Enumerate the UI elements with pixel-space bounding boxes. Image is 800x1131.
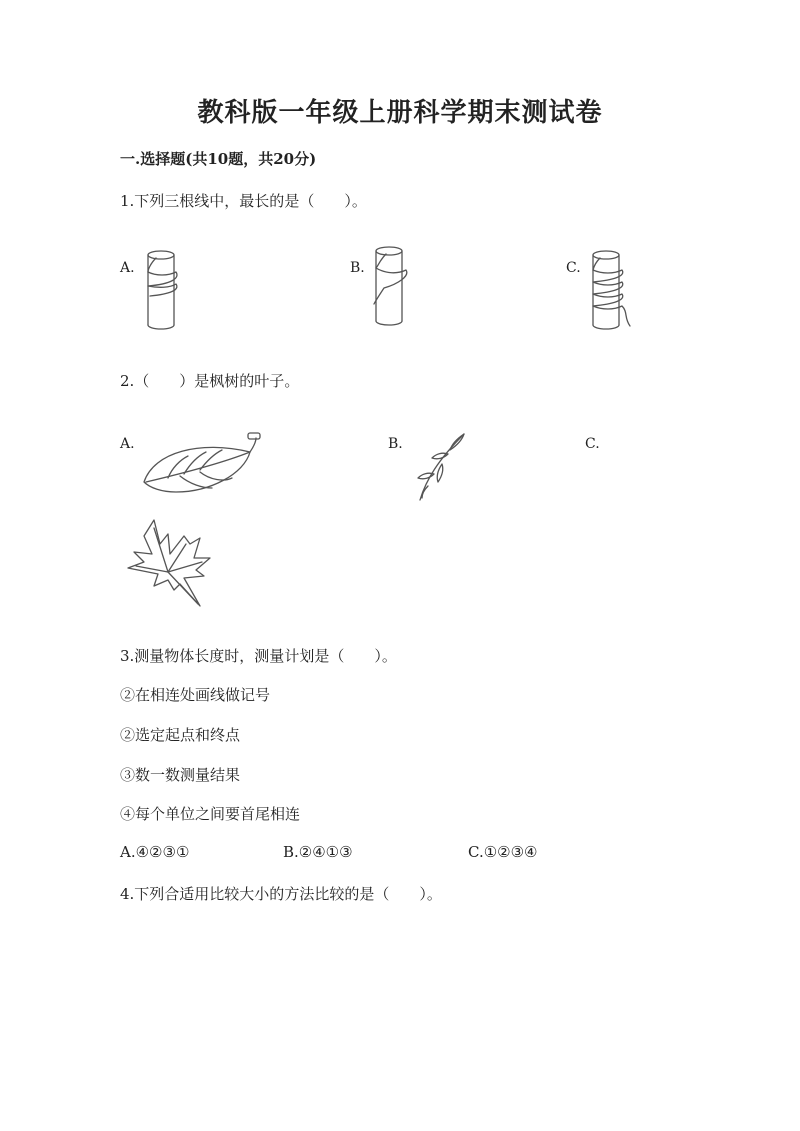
q1-option-b-label: B. — [350, 260, 365, 276]
q3-option-c: C.①②③④ — [468, 843, 538, 861]
rod-wrapped-4-turns-icon — [584, 248, 644, 333]
rod-wrapped-2-turns-icon — [136, 248, 186, 333]
q3-step-2: ②选定起点和终点 — [120, 726, 241, 744]
q2-option-c-label: C. — [585, 436, 600, 452]
q1-option-a-label: A. — [120, 260, 135, 276]
page-title: 教科版一年级上册科学期末测试卷 — [197, 98, 603, 128]
q3-option-b: B.②④①③ — [283, 843, 353, 861]
oval-leaf-icon — [140, 430, 270, 500]
willow-sprig-icon — [408, 430, 478, 505]
question-3-text: 3.测量物体长度时，测量计划是（ ）。 — [120, 647, 397, 665]
question-2-text: 2.（ ）是枫树的叶子。 — [120, 372, 300, 390]
q3-step-1: ②在相连处画线做记号 — [120, 686, 271, 704]
q3-step-3: ③数一数测量结果 — [120, 766, 241, 784]
q1-option-c-label: C. — [566, 260, 581, 276]
q2-option-b-label: B. — [388, 436, 403, 452]
maple-leaf-icon — [124, 514, 224, 612]
section-heading: 一.选择题(共10题，共20分) — [120, 150, 317, 168]
question-4-text: 4.下列合适用比较大小的方法比较的是（ ）。 — [120, 885, 442, 903]
q3-option-a: A.④②③① — [120, 843, 190, 861]
q2-option-a-label: A. — [120, 436, 135, 452]
question-1-text: 1.下列三根线中，最长的是（ ）。 — [120, 192, 367, 210]
rod-wrapped-1-turn-icon — [364, 244, 414, 329]
q3-step-4: ④每个单位之间要首尾相连 — [120, 805, 301, 823]
